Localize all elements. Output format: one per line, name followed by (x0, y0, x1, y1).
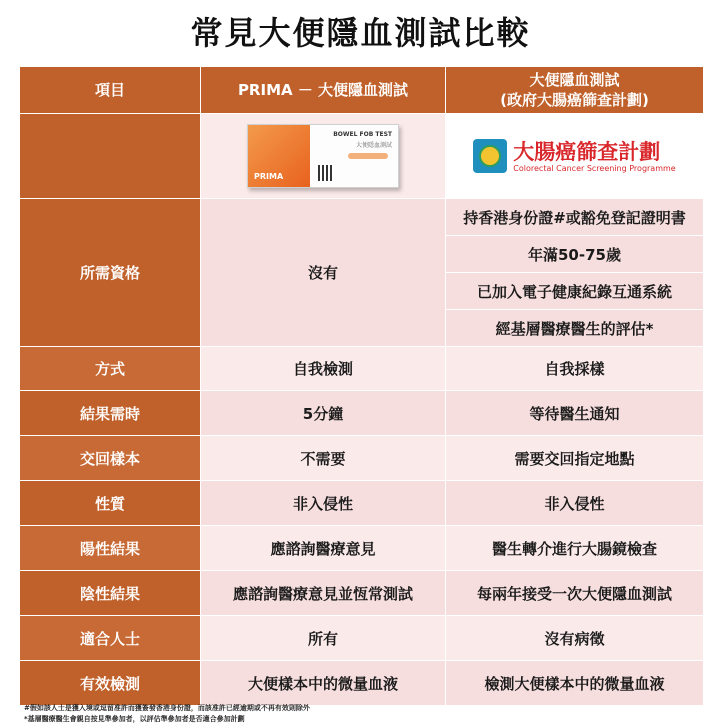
program-logo (473, 139, 675, 173)
header-item: 項目 (20, 67, 201, 114)
eligibility-gov-item: 經基層醫療醫生的評估* (446, 310, 704, 347)
eligibility-gov-item: 年滿50-75歲 (446, 236, 704, 273)
row-label: 陽性結果 (20, 526, 201, 571)
row-gov: 非入侵性 (446, 481, 704, 526)
header-prima: PRIMA － 大便隱血測試 (201, 67, 446, 114)
box-brand: PRIMA (254, 172, 284, 181)
comparison-table (20, 67, 704, 697)
row-prima: 不需要 (201, 436, 446, 481)
program-logo-en: Colorectal Cancer Screening Programme (513, 163, 676, 173)
row-gov: 需要交回指定地點 (446, 436, 704, 481)
row-prima: 非入侵性 (201, 481, 446, 526)
footnote-asterisk: *基層醫療醫生會親自按見準參加者，以評估準參加者是否適合參加計劃 (24, 715, 245, 723)
row-label: 適合人士 (20, 616, 201, 661)
row-prima: 應諮詢醫療意見並恆常測試 (201, 571, 446, 616)
row-prima: 應諮詢醫療意見 (201, 526, 446, 571)
test-kit-box (247, 124, 399, 188)
row-label: 性質 (20, 481, 201, 526)
row-gov: 沒有病徵 (446, 616, 704, 661)
eligibility-gov-item: 持香港身份證#或豁免登記證明書 (446, 199, 704, 236)
row-gov: 醫生轉介進行大腸鏡檢查 (446, 526, 704, 571)
row-prima: 大便樣本中的微量血液 (201, 661, 446, 706)
box-subtitle: 大便隱血測試 (355, 142, 392, 149)
row-prima: 所有 (201, 616, 446, 661)
row-gov: 自我採樣 (446, 347, 704, 391)
row-label: 交回樣本 (20, 436, 201, 481)
header-government (446, 67, 704, 114)
row-prima: 自我檢測 (201, 347, 446, 391)
row-gov: 等待醫生通知 (446, 391, 704, 436)
program-seal-icon (473, 139, 507, 173)
eligibility-gov-item: 已加入電子健康紀錄互通系統 (446, 273, 704, 310)
eligibility-prima: 沒有 (201, 199, 446, 347)
page-title: 常見大便隱血測試比較 (190, 14, 531, 52)
prima-product-image (201, 114, 446, 199)
row-prima: 5分鐘 (201, 391, 446, 436)
qr-code-icon (318, 165, 334, 181)
row-label: 結果需時 (20, 391, 201, 436)
row-label: 有效檢測 (20, 661, 201, 706)
box-title: BOWEL FOB TEST (333, 131, 392, 138)
footnote-hash: #假如該人士是獲入境或逗留准許而獲簽發香港身份證，而該准許已經逾期或不再有效則除外 (24, 704, 310, 712)
row-gov: 檢測大便樣本中的微量血液 (446, 661, 704, 706)
row-label: 方式 (20, 347, 201, 391)
program-logo-zh: 大腸癌篩查計劃 (513, 139, 661, 164)
header-government-line1: 大便隱血測試 (529, 71, 620, 89)
image-row-label (20, 114, 201, 199)
row-gov: 每兩年接受一次大便隱血測試 (446, 571, 704, 616)
program-logo-cell (446, 114, 704, 199)
header-government-line2: (政府大腸癌篩查計劃) (500, 91, 649, 109)
eligibility-label: 所需資格 (20, 199, 201, 347)
row-label: 陰性結果 (20, 571, 201, 616)
